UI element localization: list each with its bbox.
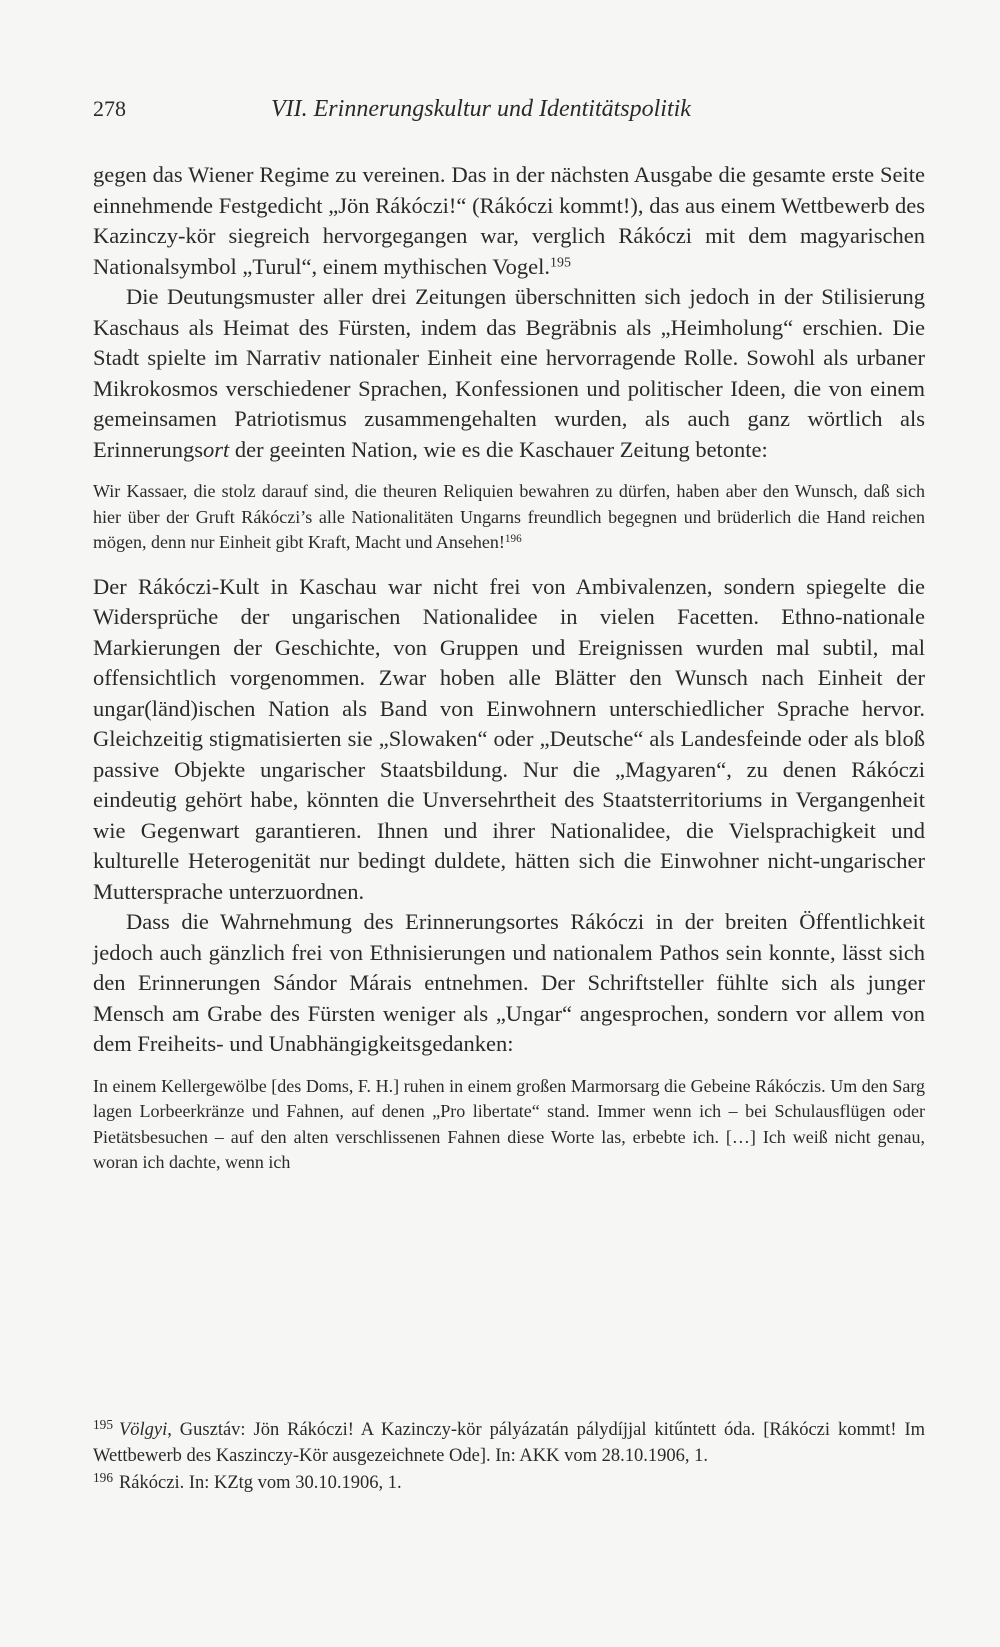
footnotes [93, 1418, 925, 1497]
paragraph-1-text: gegen das Wiener Regime zu vereinen. Das in der nächsten Ausgabe die gesamte erste Seite einnehmende Festgedicht „Jön Rákóczi!“ (Rákóczi kommt!), das aus einem Wettbewerb des Kazinczy-kör siegreich hervorgegangen war, verglich Rákóczi mit dem magyarischen Nationalsymbol „Turul“, einem mythischen Vogel. [93, 162, 925, 279]
paragraph-2-end: der geeinten Nation, wie es die Kaschauer Zeitung betonte: [229, 436, 768, 462]
block-quote-1-text: Wir Kassaer, die stolz darauf sind, die theuren Reliquien bewahren zu dürfen, haben aber den Wunsch, daß sich hier über der Gruft Rákóczi’s alle Nationalitäten Ungarns freundlich begegnen und brüderlich die Hand reichen mögen, denn nur Einheit gibt Kraft, Macht und Ansehen! [93, 481, 925, 552]
footnote-author: Völgyi [118, 1420, 168, 1440]
paragraph-2-text: Die Deutungsmuster aller drei Zeitungen überschnitten sich jedoch in der Stilisierung Kaschaus als Heimat des Fürsten, indem das Begräbnis als „Heimholung“ erschien. Die Stadt spielte im Narrativ nationaler Einheit eine hervorragende Rolle. Sowohl als urbaner Mikrokosmos verschiedener Sprachen, Konfessionen und politischer Ideen, die von einem gemeinsamen Patriotismus zusammengehalten wurden, als auch ganz wörtlich als Erinnerungs [93, 284, 925, 462]
paragraph-1 [93, 160, 925, 282]
italic-ort: ort [202, 436, 230, 462]
footnote-195 [93, 1418, 925, 1469]
paragraph-3: Der Rákóczi-Kult in Kaschau war nicht frei von Ambivalenzen, sondern spiegelte die Widersprüche der ungarischen Nationalidee in vielen Facetten. Ethno-nationale Markierungen der Geschichte, von Gruppen und Ereignissen wurden mal subtil, mal offensichtlich vorgenommen. Zwar hoben alle Blätter den Wunsch nach Einheit der ungar(länd)ischen Nation als Band von Einwohnern unterschiedlicher Sprache hervor. Gleichzeitig stigmatisierten sie „Slowaken“ oder „Deutsche“ als Landesfeinde oder als bloß passive Objekte ungarischer Staatsbildung. Nur die „Magyaren“, zu denen Rákóczi eindeutig gehört habe, könnten die Unversehrtheit des Staatsterritoriums in Vergangenheit wie Gegenwart garantieren. Ihnen und ihrer Nationalidee, die Vielsprachigkeit und kulturelle Heterogenität nur bedingt duldete, hätten sich die Einwohner nicht-ungarischer Muttersprache unterzuordnen. [93, 573, 925, 904]
footnote-number: 196 [93, 1470, 113, 1486]
footnote-number: 195 [93, 1417, 113, 1433]
footnote-ref-195[interactable]: 195 [550, 254, 571, 270]
running-header [93, 96, 930, 136]
footnote-196 [93, 1471, 925, 1497]
footnote-ref-196[interactable]: 196 [504, 532, 522, 545]
running-title: VII. Erinnerungskultur und Identitätspolitik [271, 96, 691, 122]
paragraph-2 [93, 282, 925, 465]
block-quote-2: In einem Kellergewölbe [des Doms, F. H.] ruhen in einem großen Marmorsarg die Gebeine Rákóczis. Um den Sarg lagen Lorbeerkränze und Fahnen, auf denen „Pro libertate“ stand. Immer wenn ich – bei Schulausflügen oder Pietätsbesuchen – auf den alten verschlissenen Fahnen diese Worte las, erbebte ich. […] Ich weiß nicht genau, woran ich dachte, wenn ich [93, 1075, 925, 1172]
block-quote-1 [93, 479, 925, 556]
footnote-text: Rákóczi. In: KZtg vom 30.10.1906, 1. [118, 1473, 402, 1493]
footnote-text: , Gusztáv: Jön Rákóczi! A Kazinczy-kör pályázatán pálydíjjal kitűntett óda. [Rákóczi kommt! Im Wettbewerb des Kaszinczy-Kör ausgezeichnete Ode]. In: AKK vom 28.10.1906, 1. [93, 1420, 925, 1466]
page-number: 278 [93, 96, 126, 121]
main-text [93, 160, 925, 1176]
paragraph-4: Dass die Wahrnehmung des Erinnerungsortes Rákóczi in der breiten Öffentlichkeit jedoch auch gänzlich frei von Ethnisierungen und nationalem Pathos sein konnte, lässt sich den Erinnerungen Sándor Márais entnehmen. Der Schriftsteller fühlte sich als junger Mensch am Grabe des Fürsten weniger als „Ungar“ angesprochen, sondern vor allem von dem Freiheits- und Unabhängigkeitsgedanken: [93, 909, 925, 1056]
